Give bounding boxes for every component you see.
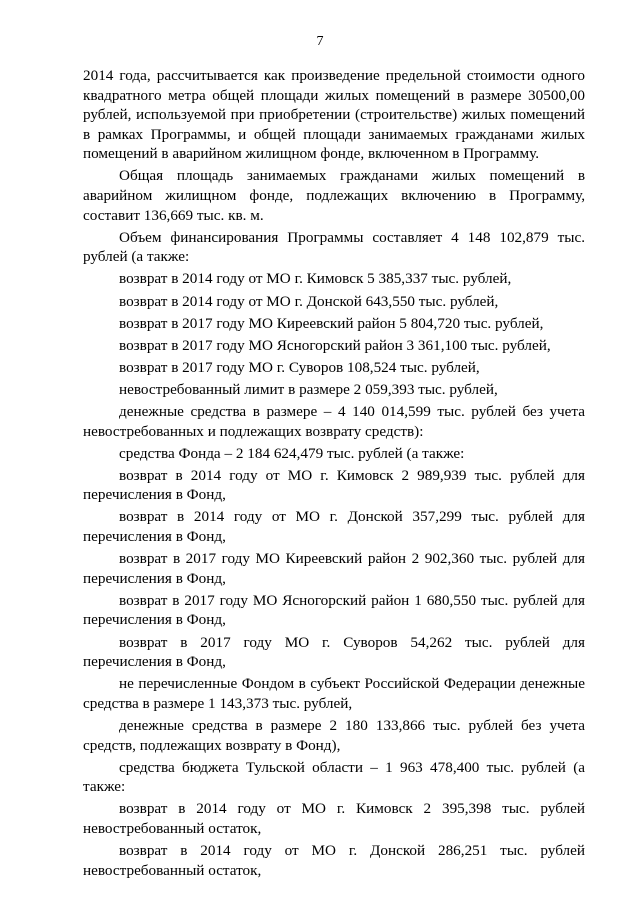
paragraph: средства бюджета Тульской области – 1 963 478,400 тыс. рублей (а также:: [83, 758, 585, 796]
paragraph: возврат в 2014 году от МО г. Донской 357,299 тыс. рублей для перечисления в Фонд,: [83, 508, 585, 546]
paragraph: возврат в 2017 году МО Киреевский район 5 804,720 тыс. рублей,: [119, 314, 544, 332]
paragraph: Общая площадь занимаемых гражданами жилых помещений в аварийном жилищном фонде, подлежащих включению в Программу, составит 136,669 тыс. кв. м.: [83, 167, 585, 224]
paragraph: возврат в 2017 году МО г. Суворов 54,262 тыс. рублей для перечисления в Фонд,: [83, 633, 585, 671]
paragraph: средства Фонда – 2 184 624,479 тыс. рублей (а также:: [119, 444, 465, 462]
paragraph: возврат в 2014 году от МО г. Кимовск 2 395,398 тыс. рублей невостребованный остаток,: [83, 800, 585, 837]
page-number: 7: [316, 34, 324, 49]
paragraph: возврат в 2017 году МО г. Суворов 108,524 тыс. рублей,: [119, 358, 480, 376]
paragraph: не перечисленные Фондом в субъект Российской Федерации денежные средства в размере 1 143,373 тыс. рублей,: [83, 675, 585, 712]
paragraph: Объем финансирования Программы составляет 4 148 102,879 тыс. рублей (а также:: [83, 228, 585, 266]
paragraph: денежные средства в размере – 4 140 014,599 тыс. рублей без учета невостребованных и подлежащих возврату средств):: [83, 403, 585, 440]
paragraph: возврат в 2014 году от МО г. Донской 286,251 тыс. рублей невостребованный остаток,: [83, 841, 585, 879]
paragraph: возврат в 2014 году от МО г. Кимовск 2 989,939 тыс. рублей для перечисления в Фонд,: [83, 466, 585, 504]
paragraph: возврат в 2017 году МО Ясногорский район 3 361,100 тыс. рублей,: [119, 336, 551, 354]
paragraph: денежные средства в размере 2 180 133,866 тыс. рублей без учета средств, подлежащих возврату в Фонд),: [83, 716, 585, 754]
paragraph: возврат в 2014 году от МО г. Донской 643,550 тыс. рублей,: [119, 292, 499, 310]
paragraph: невостребованный лимит в размере 2 059,393 тыс. рублей,: [119, 380, 498, 398]
document-body: [83, 66, 585, 880]
paragraph: 2014 года, рассчитывается как произведение предельной стоимости одного квадратного метра общей площади жилых помещений в размере 30500,00 рублей, используемой при приобретении (строительстве) жилых помещений в рамках Программы, и общей площади занимаемых гражданами жилых помещений в аварийном жилищном фонде, включенном в Программу.: [83, 67, 585, 163]
paragraph: возврат в 2017 году МО Киреевский район 2 902,360 тыс. рублей для перечисления в Фонд,: [83, 550, 585, 587]
paragraph: возврат в 2017 году МО Ясногорский район 1 680,550 тыс. рублей для перечисления в Фонд,: [83, 591, 585, 629]
paragraph: возврат в 2014 году от МО г. Кимовск 5 385,337 тыс. рублей,: [119, 270, 512, 288]
